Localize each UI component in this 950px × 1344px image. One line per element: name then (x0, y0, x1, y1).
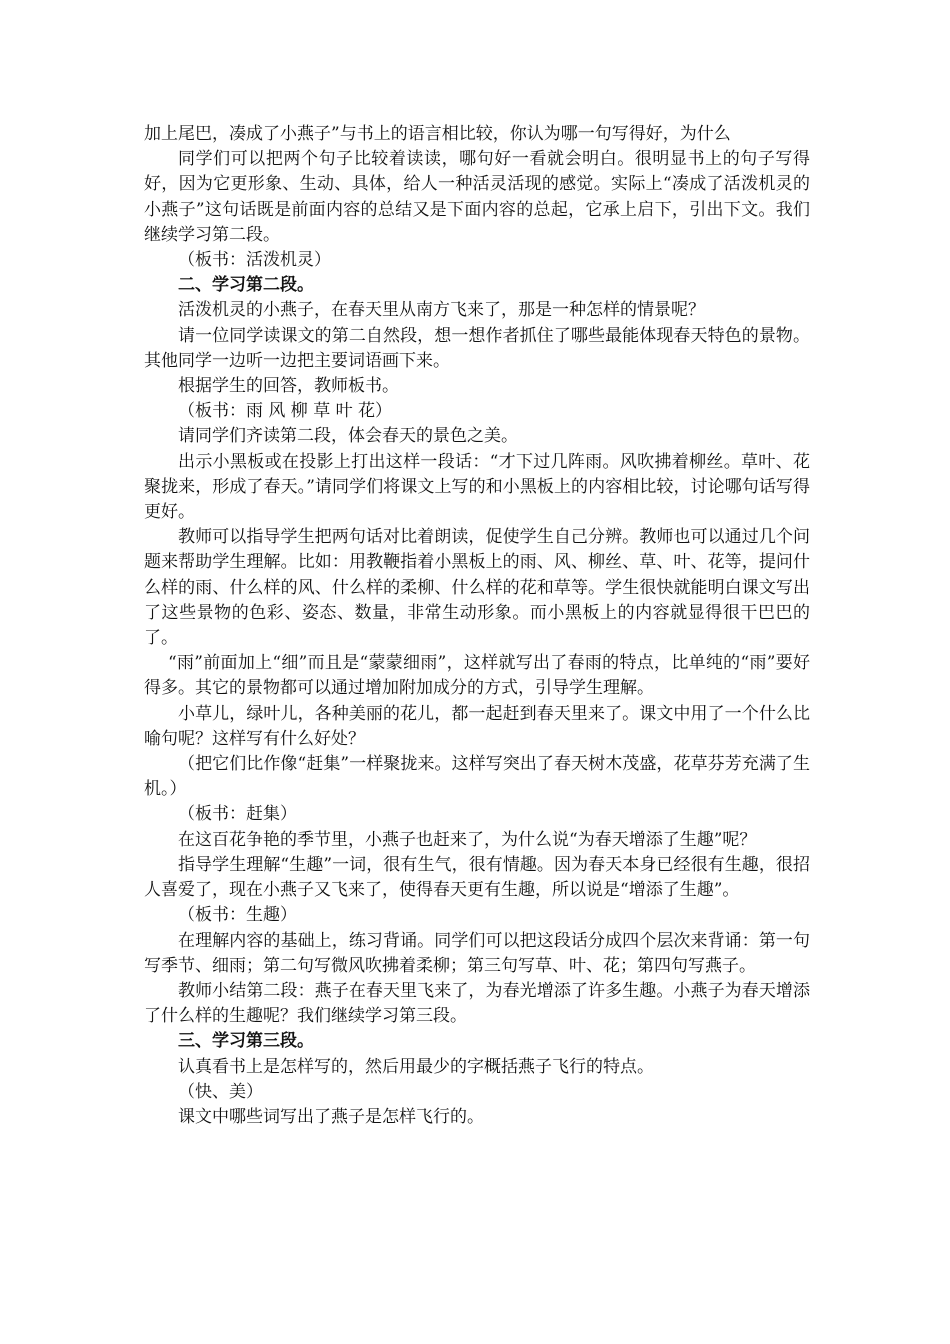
board-note-vitality: （板书：生趣） (178, 905, 297, 926)
paragraph-question-scene: 活泼机灵的小燕子，在春天里从南方飞来了，那是一种怎样的情景呢？ (178, 300, 705, 321)
paragraph-rain-detail: “雨”前面加上“细”而且是“蒙蒙细雨”，这样就写出了春雨的特点，比单纯的“雨”要好得多。其它的景物都可以通过增加附加成分的方式，引导学生理解。 (144, 653, 810, 699)
paragraph-summary-part-two: 教师小结第二段：燕子在春天里飞来了，为春光增添了许多生趣。小燕子为春天增添了什么样的生趣呢？我们继续学习第三段。 (144, 980, 810, 1027)
board-note-lively: （板书：活泼机灵） (178, 250, 331, 271)
paragraph-teacher-guidance: 教师可以指导学生把两句话对比着朗读，促使学生自己分辨。教师也可以通过几个问题来帮助学生理解。比如：用教鞭指着小黑板上的雨、风、柳丝、草、叶、花等，提问什么样的雨、什么样的风、什么样的柔柳、什么样的花和草等。学生很快就能明白课文写出了这些景物的色彩、姿态、数量，非常生动形象。而小黑板上的内容就显得很干巴巴的了。 (144, 527, 810, 649)
section-heading-part-two: 二、学习第二段。 (178, 275, 314, 296)
paragraph-blackboard-compare: 出示小黑板或在投影上打出这样一段话：“才下过几阵雨。风吹拂着柳丝。草叶、花聚拢来，形成了春天。”请同学们将课文上写的和小黑板上的内容相比较，讨论哪句话写得更好。 (144, 451, 810, 523)
paragraph-vitality-explain: 指导学生理解“生趣”一词，很有生气，很有情趣。因为春天本身已经很有生趣，很招人喜爱了，现在小燕子又飞来了，使得春天更有生趣，所以说是“增添了生趣”。 (144, 854, 810, 901)
paragraph-read-aloud: 请一位同学读课文的第二自然段，想一想作者抓住了哪些最能体现春天特色的景物。其他同学一边听一边把主要词语画下来。 (144, 325, 810, 371)
paragraph-flight-feature: 认真看书上是怎样写的，然后用最少的字概括燕子飞行的特点。 (178, 1056, 654, 1077)
paragraph-group-reading: 请同学们齐读第二段，体会春天的景色之美。 (178, 426, 518, 447)
board-note-market: （板书：赶集） (178, 804, 297, 825)
paragraph-flight-words: 课文中哪些词写出了燕子是怎样飞行的。 (178, 1106, 484, 1127)
paragraph-sentence-comparison: 同学们可以把两个句子比较着读读，哪句好一看就会明白。很明显书上的句子写得好，因为它更形象、生动、具体，给人一种活灵活现的感觉。实际上“凑成了活泼机灵的小燕子”这句话既是前面内容的总结又是下面内容的总起，它承上启下，引出下文。我们继续学习第二段。 (144, 149, 810, 245)
section-heading-part-three: 三、学习第三段。 (178, 1031, 314, 1052)
paragraph-metaphor-question: 小草儿，绿叶儿，各种美丽的花儿，都一起赶到春天里来了。课文中用了一个什么比喻句呢？这样写有什么好处？ (144, 703, 810, 749)
paragraph-recitation: 在理解内容的基础上，练习背诵。同学们可以把这段话分成四个层次来背诵：第一句写季节、细雨；第二句写微风吹拂着柔柳；第三句写草、叶、花；第四句写燕子。 (144, 930, 810, 976)
paragraph-continuation: 加上尾巴，凑成了小燕子”与书上的语言相比较，你认为哪一句写得好，为什么 (144, 124, 731, 144)
paragraph-teacher-board: 根据学生的回答，教师板书。 (178, 376, 399, 397)
paragraph-vitality-question: 在这百花争艳的季节里，小燕子也赶来了，为什么说“为春天增添了生趣”呢？ (178, 829, 757, 850)
paragraph-metaphor-answer: （把它们比作像“赶集”一样聚拢来。这样写突出了春天树木茂盛，花草芬芳充满了生机。） (144, 754, 810, 800)
paragraph-flight-answer: （快、美） (178, 1081, 263, 1102)
board-note-scenery: （板书：雨 风 柳 草 叶 花） (178, 401, 393, 422)
document-page (144, 122, 810, 1130)
